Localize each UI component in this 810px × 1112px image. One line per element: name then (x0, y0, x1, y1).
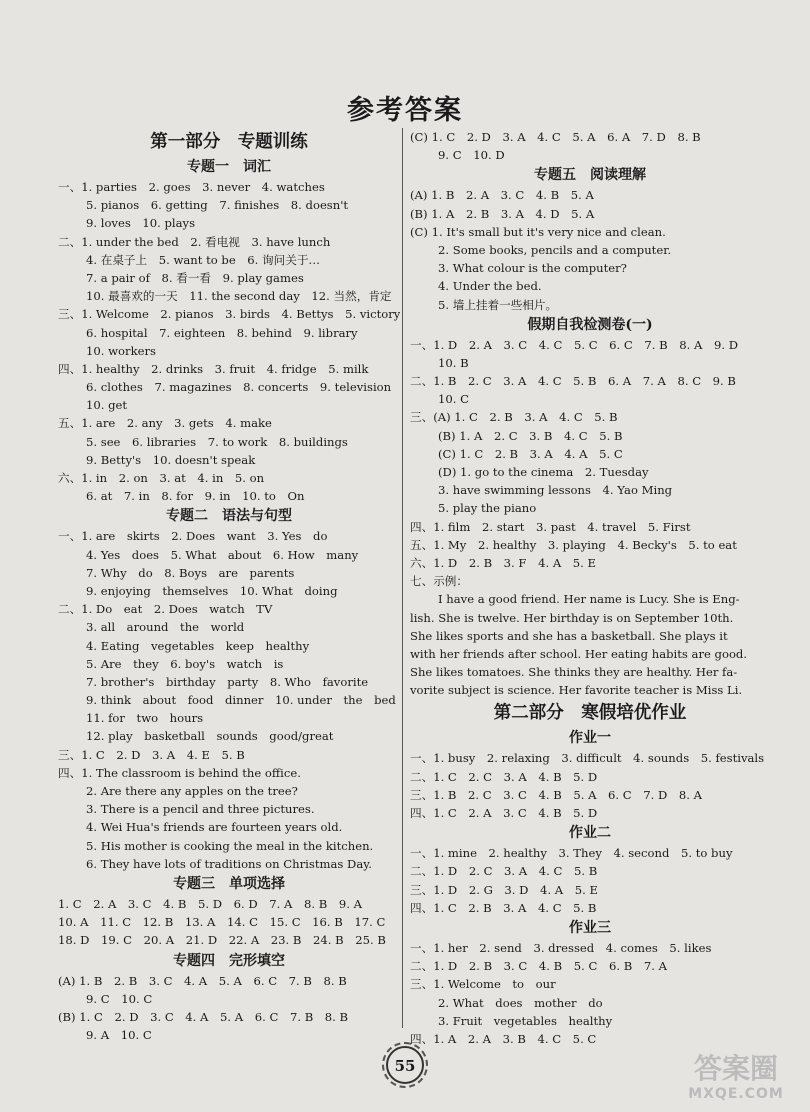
page-number: 55 (386, 1046, 424, 1084)
section-heading: 专题四 完形填空 (173, 952, 285, 969)
answer-line: 一、1. D 2. A 3. C 4. C 5. C 6. C 7. B 8. A 9. D (410, 337, 738, 352)
part-heading: 第一部分 专题训练 (150, 132, 308, 152)
answer-line: 10. 最喜欢的一天 11. the second day 12. 当然，肯定 (86, 289, 392, 304)
answer-line: 一、1. parties 2. goes 3. never 4. watches (58, 180, 325, 194)
answer-line: 11. for two hours (86, 711, 204, 726)
essay-line: She likes tomatoes. She thinks they are healthy. Her fa- (410, 665, 738, 680)
section-heading: 专题二 语法与句型 (166, 508, 292, 525)
answer-line: 二、1. D 2. C 3. A 4. C 5. B (410, 864, 598, 879)
section-heading: 专题一 词汇 (187, 159, 271, 175)
answer-line: 6. at 7. in 8. for 9. in 10. to On (86, 489, 305, 504)
answer-line: 10. workers (86, 343, 156, 358)
answer-line: (C) 1. C 2. D 3. A 4. C 5. A 6. A 7. D 8. B (410, 130, 701, 144)
answer-line: 5. pianos 6. getting 7. finishes 8. doesn't (86, 198, 349, 213)
right-column (410, 128, 770, 1048)
answer-line: 3. There is a pencil and three pictures. (86, 802, 315, 817)
answer-line: 4. 在桌子上 5. want to be 6. 询问关于… (86, 252, 321, 267)
answer-line: 5. see 6. libraries 7. to work 8. buildings (86, 434, 348, 449)
answer-line: 五、1. My 2. healthy 3. playing 4. Becky's 5. to eat (410, 537, 737, 552)
answer-line: 四、1. The classroom is behind the office. (58, 765, 301, 780)
answer-line: 7. brother's birthday party 8. Who favorite (86, 674, 369, 689)
answer-line: 二、1. C 2. C 3. A 4. B 5. D (410, 769, 598, 784)
answer-line: 五、1. are 2. any 3. gets 4. make (58, 416, 272, 431)
answer-line: 3. What colour is the computer? (438, 261, 627, 276)
answer-line: 四、1. C 2. A 3. C 4. B 5. D (410, 806, 598, 820)
section-heading: 作业一 (569, 730, 611, 747)
answer-line: 七、示例： (410, 574, 468, 589)
answer-line: (D) 1. go to the cinema 2. Tuesday (438, 465, 649, 479)
answer-line: (B) 1. A 2. C 3. B 4. C 5. B (438, 428, 623, 443)
page-title: 参考答案 (347, 95, 463, 126)
answer-line: 四、1. C 2. B 3. A 4. C 5. B (410, 900, 597, 915)
answer-line: 四、1. healthy 2. drinks 3. fruit 4. fridge 5. milk (58, 361, 369, 376)
answer-line: 9. Betty's 10. doesn't speak (86, 452, 256, 467)
answer-line: 二、1. B 2. C 3. A 4. C 5. B 6. A 7. A 8. C 9. B (410, 374, 736, 389)
column-divider (402, 128, 403, 1028)
answer-line: 3. have swimming lessons 4. Yao Ming (438, 483, 673, 498)
watermark-text: 答案圈 (693, 1052, 778, 1085)
answer-line: 2. Some books, pencils and a computer. (438, 242, 672, 257)
section-heading: 专题三 单项选择 (173, 875, 285, 892)
answer-line: 一、1. busy 2. relaxing 3. difficult 4. sounds 5. festivals (410, 751, 765, 766)
answer-line: 三、(A) 1. C 2. B 3. A 4. C 5. B (410, 410, 618, 425)
answer-line: 三、1. B 2. C 3. C 4. B 5. A 6. C 7. D 8. A (410, 787, 703, 802)
answer-line: 9. think about food dinner 10. under the bed (86, 693, 396, 708)
answer-line: 三、1. C 2. D 3. A 4. E 5. B (58, 747, 245, 762)
essay-line: vorite subject is science. Her favorite teacher is Miss Li. (410, 683, 743, 698)
essay-line: I have a good friend. Her name is Lucy. She is Eng- (438, 592, 740, 607)
answer-line: 四、1. film 2. start 3. past 4. travel 5. First (410, 519, 691, 534)
answer-line: 9. enjoying themselves 10. What doing (86, 583, 338, 598)
answer-line: 六、1. in 2. on 3. at 4. in 5. on (58, 471, 265, 485)
answer-line: 3. all around the world (86, 620, 245, 635)
answer-line: (A) 1. B 2. B 3. C 4. A 5. A 6. C 7. B 8. B (58, 973, 347, 988)
answer-line: 三、1. D 2. G 3. D 4. A 5. E (410, 882, 598, 897)
answer-line: 5. Are they 6. boy's watch is (86, 656, 284, 671)
answer-line: 一、1. mine 2. healthy 3. They 4. second 5. to buy (410, 846, 733, 861)
answer-line: 5. 墙上挂着一些相片。 (438, 297, 558, 312)
answer-line: 5. His mother is cooking the meal in the kitchen. (86, 838, 374, 853)
answer-line: 4. Under the bed. (438, 279, 542, 294)
answer-line: 9. C 10. C (86, 991, 153, 1006)
answer-line: 10. get (86, 398, 128, 413)
answer-line: 二、1. under the bed 2. 看电视 3. have lunch (58, 234, 331, 249)
section-heading: 作业二 (569, 825, 611, 842)
answer-line: 四、1. A 2. A 3. B 4. C 5. C (410, 1031, 597, 1046)
answer-line: (B) 1. A 2. B 3. A 4. D 5. A (410, 206, 595, 221)
answer-line: 12. play basketball sounds good/great (86, 729, 334, 744)
section-heading: 专题五 阅读理解 (534, 167, 646, 184)
answer-line: (C) 1. C 2. B 3. A 4. A 5. C (438, 446, 623, 461)
answer-line: 一、1. are skirts 2. Does want 3. Yes do (58, 529, 328, 544)
answer-line: 4. Yes does 5. What about 6. How many (86, 547, 359, 562)
answer-line: 三、1. Welcome to our (410, 977, 556, 992)
answer-line: 7. a pair of 8. 看一看 9. play games (86, 270, 304, 285)
answer-line: 2. What does mother do (438, 995, 603, 1010)
answer-line: 10. A 11. C 12. B 13. A 14. C 15. C 16. B 17. C (58, 915, 386, 930)
watermark-logo (676, 1052, 796, 1108)
answer-line: 6. They have lots of traditions on Christmas Day. (86, 856, 372, 871)
answer-line: (C) 1. It's small but it's very nice and clean. (410, 224, 666, 239)
answer-line: (B) 1. C 2. D 3. C 4. A 5. A 6. C 7. B 8. B (58, 1009, 349, 1024)
answer-line: 4. Eating vegetables keep healthy (86, 638, 310, 653)
answer-line: 9. A 10. C (86, 1028, 152, 1043)
answer-line: 4. Wei Hua's friends are fourteen years old. (86, 820, 343, 835)
answer-line: 5. play the piano (438, 501, 537, 516)
essay-line: lish. She is twelve. Her birthday is on September 10th. (410, 610, 734, 625)
section-heading: 假期自我检测卷(一) (527, 316, 653, 333)
answer-line: 7. Why do 8. Boys are parents (86, 565, 295, 580)
answer-line: 18. D 19. C 20. A 21. D 22. A 23. B 24. B 25. B (58, 933, 386, 948)
watermark-url: MXQE.COM (688, 1086, 784, 1102)
answer-line: 6. clothes 7. magazines 8. concerts 9. television (86, 380, 392, 395)
answer-line: 3. Fruit vegetables healthy (438, 1013, 613, 1028)
answer-line: 三、1. Welcome 2. pianos 3. birds 4. Bettys 5. victory (58, 307, 400, 322)
part-heading: 第二部分 寒假培优作业 (493, 703, 687, 724)
answer-line: 1. C 2. A 3. C 4. B 5. D 6. D 7. A 8. B 9. A (58, 896, 362, 911)
left-column (58, 128, 400, 1044)
answer-line: 6. hospital 7. eighteen 8. behind 9. library (86, 325, 358, 340)
answer-line: 六、1. D 2. B 3. F 4. A 5. E (410, 555, 596, 570)
section-heading: 作业三 (569, 919, 611, 936)
answer-line: 2. Are there any apples on the tree? (86, 784, 298, 798)
essay-line: with her friends after school. Her eating habits are good. (410, 646, 748, 661)
answer-line: 10. B (438, 355, 469, 370)
answer-line: 9. C 10. D (438, 148, 505, 163)
answer-line: 9. loves 10. plays (86, 216, 196, 231)
answer-line: 一、1. her 2. send 3. dressed 4. comes 5. likes (410, 940, 712, 955)
essay-line: She likes sports and she has a basketball. She plays it (410, 628, 728, 643)
answer-line: (A) 1. B 2. A 3. C 4. B 5. A (410, 188, 594, 203)
answer-line: 10. C (438, 392, 469, 407)
answer-line: 二、1. Do eat 2. Does watch TV (58, 602, 273, 617)
answer-line: 二、1. D 2. B 3. C 4. B 5. C 6. B 7. A (410, 959, 667, 974)
